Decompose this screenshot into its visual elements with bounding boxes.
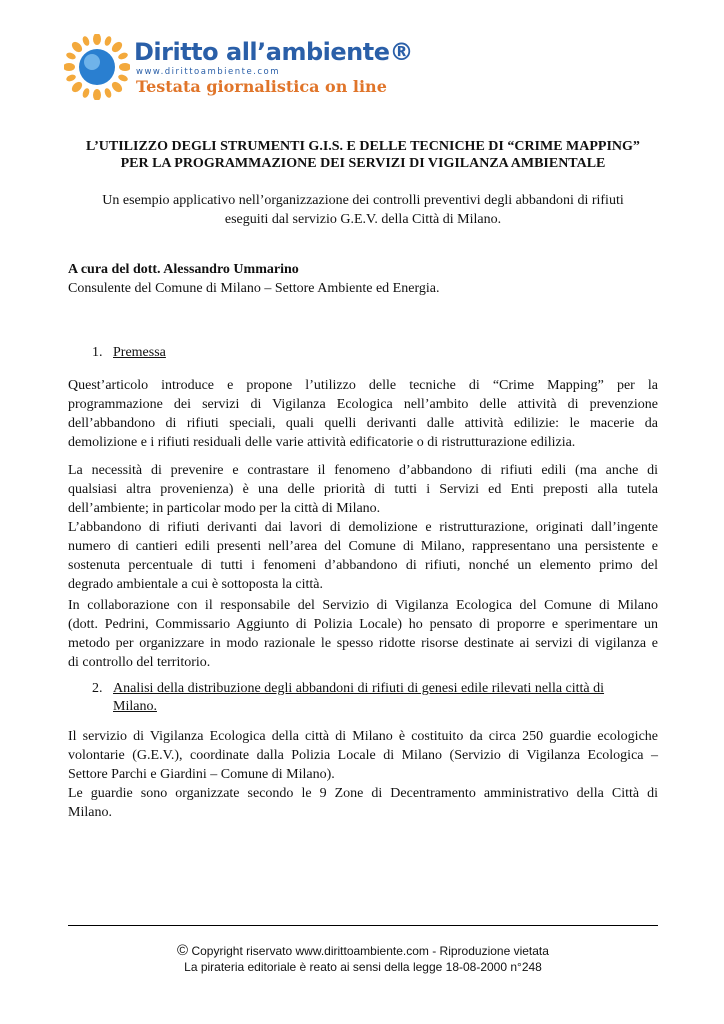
text-line: degrado ambientale a cui è sottoposta la città. <box>68 577 324 592</box>
logo-tagline: Testata giornalistica on line <box>136 77 387 96</box>
text-line: volontarie (G.E.V.), coordinate dalla Polizia Locale di Milano (Servizio di Vigilanza Ecologica – <box>68 748 658 763</box>
title-line-1: L’UTILIZZO DEGLI STRUMENTI G.I.S. E DELLE TECNICHE DI “CRIME MAPPING” <box>86 139 640 154</box>
author-role: Consulente del Comune di Milano – Settore Ambiente ed Energia. <box>68 281 440 296</box>
document-title <box>68 138 658 172</box>
logo <box>64 34 413 114</box>
text-line: Settore Parchi e Giardini – Comune di Milano). <box>68 767 335 782</box>
text-line: metodo per organizzare in modo razionale le spesso ridotte risorse destinate ai servizi di vigilanza e <box>68 636 658 651</box>
text-line: Quest’articolo introduce e propone l’utilizzo delle tecniche di “Crime Mapping” per la <box>68 378 658 393</box>
author-block <box>68 260 658 298</box>
section-title-line-1: Analisi della distribuzione degli abbandoni di rifiuti di genesi edile rilevati nella città di <box>113 681 605 696</box>
author-name: A cura del dott. Alessandro Ummarino <box>68 262 299 277</box>
footer-line-1 <box>68 943 658 959</box>
text-line: dell’ambiente; in particolar modo per la città di Milano. <box>68 501 381 516</box>
paragraph-2 <box>68 461 658 594</box>
text-line: dell’abbandono di rifiuti speciali, quali quelli derivanti dalle attività edilizie: le macerie da <box>68 416 658 431</box>
section-number: 1. <box>92 345 103 360</box>
section-heading-1 <box>92 344 652 362</box>
text-line: La necessità di prevenire e contrastare il fenomeno d’abbandono di rifiuti edili (ma anche di <box>68 463 658 478</box>
text-line: Il servizio di Vigilanza Ecologica della città di Milano è costituito da circa 250 guardie ecologiche <box>68 729 658 744</box>
paragraph-1 <box>68 376 658 452</box>
section-title: Premessa <box>113 345 166 360</box>
text-line: programmazione dei servizi di Vigilanza Ecologica nell’ambito delle attività di prevenzione <box>68 397 658 412</box>
footer-copyright-text: Copyright riservato www.dirittoambiente.com - Riproduzione vietata <box>191 944 549 958</box>
text-line: sostenuta percentuale di tutti i fenomeni d’abbandono di rifiuti, nonché un elemento primo del <box>68 558 658 573</box>
text-line: demolizione e i rifiuti residuali delle varie attività edificatorie o di ristrutturazione edilizia. <box>68 435 576 450</box>
text-line: Milano. <box>68 805 112 820</box>
section-number: 2. <box>92 681 103 696</box>
text-line: Le guardie sono organizzate secondo le 9 Zone di Decentramento amministrativo della Città di <box>68 786 658 801</box>
copyright-icon: © <box>177 942 189 959</box>
section-heading-2 <box>92 680 652 716</box>
title-line-2: PER LA PROGRAMMAZIONE DEI SERVIZI DI VIGILANZA AMBIENTALE <box>120 156 606 171</box>
footer <box>68 943 658 975</box>
document-subtitle <box>68 191 658 229</box>
text-line: In collaborazione con il responsabile del Servizio di Vigilanza Ecologica del Comune di Milano <box>68 598 658 613</box>
text-line: di controllo del territorio. <box>68 655 211 670</box>
paragraph-4 <box>68 727 658 822</box>
footer-divider <box>68 925 658 926</box>
text-line: L’abbandono di rifiuti derivanti dai lavori di demolizione e ristrutturazione, originati dall’ingente <box>68 520 658 535</box>
section-title-line-2: Milano. <box>113 699 157 714</box>
subtitle-line-1: Un esempio applicativo nell’organizzazione dei controlli preventivi degli abbandoni di rifiuti <box>102 193 624 208</box>
text-line: (dott. Pedrini, Commissario Aggiunto di Polizia Locale) ho pensato di proporre e sperimentare un <box>68 617 658 632</box>
logo-url: www.dirittoambiente.com <box>136 67 281 77</box>
text-line: qualsiasi altra provenienza) è una delle priorità di tutti i Servizi ed Enti preposti alla tutela <box>68 482 658 497</box>
subtitle-line-2: eseguiti dal servizio G.E.V. della Città di Milano. <box>224 212 502 227</box>
text-line: numero di cantieri edili presenti nell’area del Comune di Milano, rappresentano una persistente e <box>68 539 658 554</box>
footer-line-2: La pirateria editoriale è reato ai sensi della legge 18-08-2000 n°248 <box>184 960 542 974</box>
paragraph-3 <box>68 596 658 672</box>
sun-logo-icon <box>64 34 130 100</box>
logo-title: Diritto all’ambiente® <box>134 38 413 66</box>
